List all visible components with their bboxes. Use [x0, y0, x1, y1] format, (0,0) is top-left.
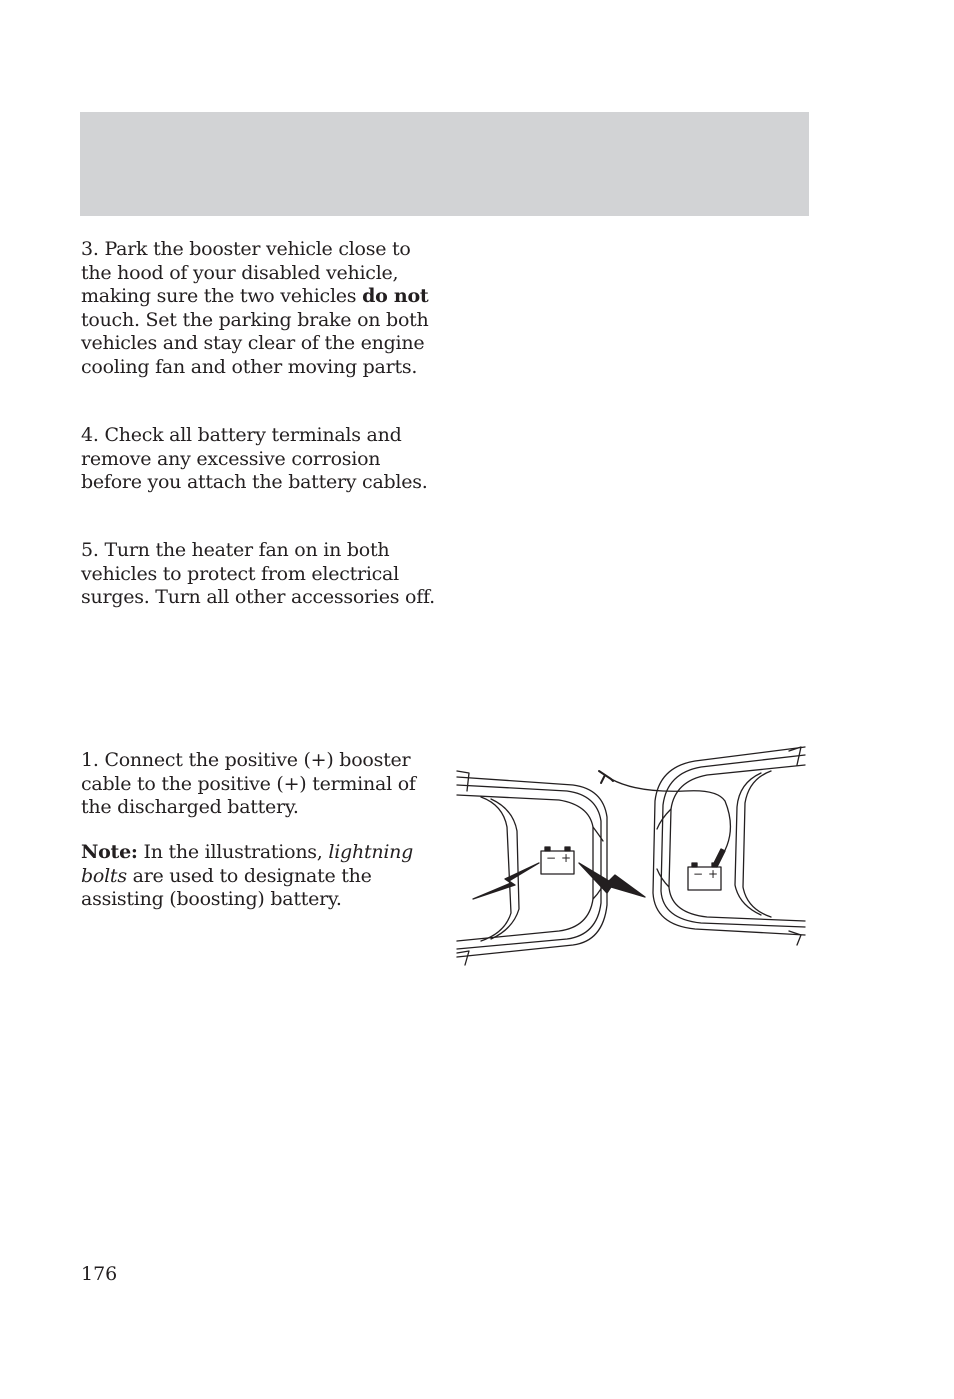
- disabled-car-battery-icon: [541, 847, 574, 874]
- step-5-text: 5. Turn the heater fan on in both vehicles to protect from electrical surges. Turn all other accessories off.: [81, 539, 435, 609]
- right-battery-plus: +: [708, 867, 719, 881]
- step-4-number: 4.: [81, 424, 99, 446]
- step-3-emphasis: do not: [362, 285, 429, 308]
- step-3-text: 3. Park the booster vehicle close to the hood of your disabled vehicle, making sure the two vehicles do not touch. Set the parking brake on both vehicles and stay clear of the engine cooling fan and other moving parts.: [81, 238, 429, 378]
- page-number: 176: [81, 1263, 118, 1285]
- step-5-number: 5.: [81, 539, 99, 561]
- lightning-bolt-left-icon: [473, 863, 539, 899]
- jump-start-illustration: [455, 745, 807, 967]
- step-4-text: 4. Check all battery terminals and remove any excessive corrosion before you attach the battery cables.: [81, 424, 428, 494]
- left-battery-minus: −: [546, 851, 557, 865]
- right-battery-minus: −: [693, 867, 704, 881]
- header-band: [80, 112, 809, 216]
- note-italic: lightning bolts: [81, 841, 414, 887]
- left-battery-plus: +: [561, 851, 572, 865]
- note-label: Note:: [81, 841, 138, 863]
- step-3-number: 3.: [81, 238, 99, 260]
- note-text: Note: In the illustrations, lightning bolts are used to designate the assisting (boosting) battery.: [81, 841, 414, 911]
- booster-car-outline-icon: [653, 747, 805, 945]
- connect-step-1-text: 1. Connect the positive (+) booster cable to the positive (+) terminal of the discharged battery.: [81, 749, 416, 819]
- connect-step-1-number: 1.: [81, 749, 99, 771]
- lightning-bolt-right-icon: [579, 863, 645, 897]
- cable-clamp-left-icon: [599, 771, 613, 783]
- cable-clamp-right-icon: [713, 849, 725, 867]
